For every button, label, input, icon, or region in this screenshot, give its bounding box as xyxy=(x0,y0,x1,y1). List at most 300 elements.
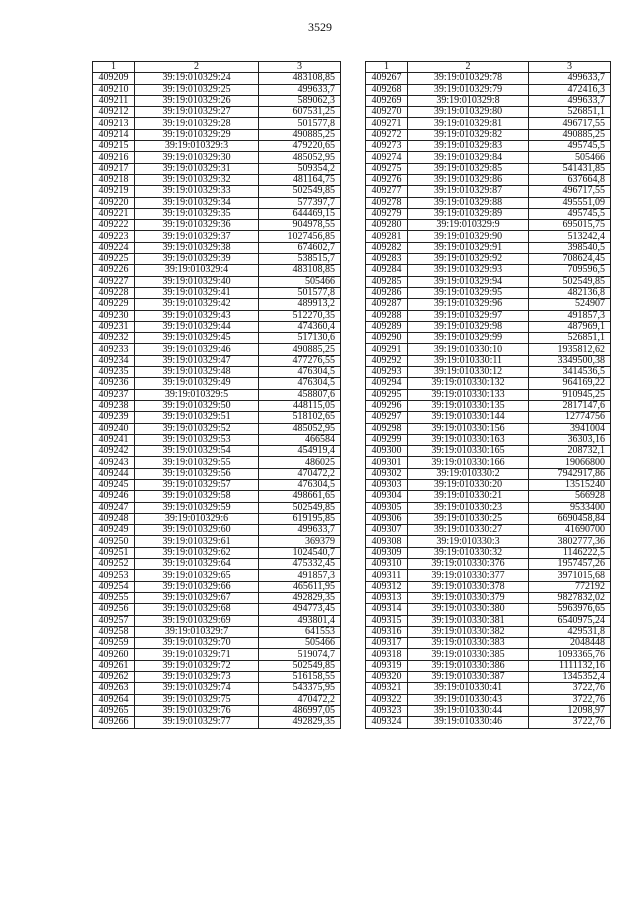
row-number-cell: 409299 xyxy=(366,434,408,445)
cadastral-number-cell: 39:19:010329:72 xyxy=(135,660,259,671)
value-cell: 483108,85 xyxy=(259,265,341,276)
table-row xyxy=(93,423,341,434)
value-cell: 538515,7 xyxy=(259,254,341,265)
cadastral-number-cell: 39:19:010330:376 xyxy=(408,559,529,570)
table-row xyxy=(93,310,341,321)
value-cell: 483108,85 xyxy=(259,73,341,84)
table-row xyxy=(366,626,611,637)
value-cell: 470472,2 xyxy=(259,694,341,705)
cadastral-number-cell: 39:19:010330:27 xyxy=(408,525,529,536)
table-row xyxy=(93,649,341,660)
table-header-row xyxy=(93,62,341,73)
row-number-cell: 409318 xyxy=(366,649,408,660)
row-number-cell: 409224 xyxy=(93,242,135,253)
table-row xyxy=(366,367,611,378)
row-number-cell: 409231 xyxy=(93,321,135,332)
value-cell: 487969,1 xyxy=(529,321,611,332)
table-row xyxy=(366,276,611,287)
value-cell: 36303,16 xyxy=(529,434,611,445)
value-cell: 496717,55 xyxy=(529,118,611,129)
value-cell: 1345352,4 xyxy=(529,672,611,683)
cadastral-number-cell: 39:19:010329:80 xyxy=(408,107,529,118)
table-row xyxy=(366,287,611,298)
row-number-cell: 409274 xyxy=(366,152,408,163)
cadastral-number-cell: 39:19:010329:69 xyxy=(135,615,259,626)
cadastral-number-cell: 39:19:010330:166 xyxy=(408,457,529,468)
cadastral-number-cell: 39:19:010329:96 xyxy=(408,299,529,310)
row-number-cell: 409252 xyxy=(93,559,135,570)
table-row xyxy=(366,683,611,694)
value-cell: 6690458,84 xyxy=(529,513,611,524)
value-cell: 492829,35 xyxy=(259,717,341,728)
cadastral-number-cell: 39:19:010329:26 xyxy=(135,95,259,106)
cadastral-number-cell: 39:19:010329:66 xyxy=(135,581,259,592)
cadastral-number-cell: 39:19:010330:43 xyxy=(408,694,529,705)
table-row xyxy=(366,604,611,615)
table-row xyxy=(93,513,341,524)
value-cell: 502549,85 xyxy=(259,660,341,671)
row-number-cell: 409302 xyxy=(366,468,408,479)
table-row xyxy=(93,638,341,649)
row-number-cell: 409271 xyxy=(366,118,408,129)
row-number-cell: 409317 xyxy=(366,638,408,649)
value-cell: 496717,55 xyxy=(529,186,611,197)
row-number-cell: 409245 xyxy=(93,479,135,490)
value-cell: 641553 xyxy=(259,626,341,637)
cadastral-number-cell: 39:19:010330:2 xyxy=(408,468,529,479)
value-cell: 1093365,76 xyxy=(529,649,611,660)
cadastral-number-cell: 39:19:010329:55 xyxy=(135,457,259,468)
table-row xyxy=(93,163,341,174)
row-number-cell: 409235 xyxy=(93,367,135,378)
value-cell: 475332,45 xyxy=(259,559,341,570)
cadastral-number-cell: 39:19:010329:51 xyxy=(135,412,259,423)
cadastral-number-cell: 39:19:010329:29 xyxy=(135,129,259,140)
table-row xyxy=(366,231,611,242)
table-row xyxy=(93,129,341,140)
value-cell: 495745,5 xyxy=(529,208,611,219)
table-row xyxy=(366,197,611,208)
row-number-cell: 409324 xyxy=(366,717,408,728)
value-cell: 513242,4 xyxy=(529,231,611,242)
value-cell: 495551,09 xyxy=(529,197,611,208)
table-row xyxy=(366,95,611,106)
table-row xyxy=(366,592,611,603)
table-row xyxy=(93,683,341,694)
table-row xyxy=(93,276,341,287)
table-row xyxy=(93,547,341,558)
table-row xyxy=(93,107,341,118)
value-cell: 3802777,36 xyxy=(529,536,611,547)
value-cell: 481164,75 xyxy=(259,174,341,185)
cadastral-number-cell: 39:19:010330:379 xyxy=(408,592,529,603)
value-cell: 3414536,5 xyxy=(529,367,611,378)
value-cell: 526851,1 xyxy=(529,107,611,118)
table-row xyxy=(93,479,341,490)
row-number-cell: 409237 xyxy=(93,389,135,400)
row-number-cell: 409309 xyxy=(366,547,408,558)
cadastral-number-cell: 39:19:010329:42 xyxy=(135,299,259,310)
table-row xyxy=(366,423,611,434)
cadastral-number-cell: 39:19:010329:38 xyxy=(135,242,259,253)
value-cell: 3722,76 xyxy=(529,683,611,694)
value-cell: 492829,35 xyxy=(259,592,341,603)
value-cell: 477276,55 xyxy=(259,355,341,366)
row-number-cell: 409269 xyxy=(366,95,408,106)
row-number-cell: 409232 xyxy=(93,333,135,344)
cadastral-number-cell: 39:19:010330:23 xyxy=(408,502,529,513)
table-row xyxy=(93,468,341,479)
value-cell: 458807,6 xyxy=(259,389,341,400)
row-number-cell: 409246 xyxy=(93,491,135,502)
cadastral-number-cell: 39:19:010329:76 xyxy=(135,705,259,716)
row-number-cell: 409295 xyxy=(366,389,408,400)
value-cell: 1957457,26 xyxy=(529,559,611,570)
value-cell: 490885,25 xyxy=(259,129,341,140)
row-number-cell: 409209 xyxy=(93,73,135,84)
row-number-cell: 409233 xyxy=(93,344,135,355)
cadastral-number-cell: 39:19:010329:94 xyxy=(408,276,529,287)
cadastral-number-cell: 39:19:010329:8 xyxy=(408,95,529,106)
row-number-cell: 409270 xyxy=(366,107,408,118)
row-number-cell: 409306 xyxy=(366,513,408,524)
column-header-number: 1 xyxy=(366,62,408,73)
table-row xyxy=(366,694,611,705)
value-cell: 482136,8 xyxy=(529,287,611,298)
row-number-cell: 409276 xyxy=(366,174,408,185)
value-cell: 501577,8 xyxy=(259,287,341,298)
cadastral-number-cell: 39:19:010330:380 xyxy=(408,604,529,615)
cadastral-number-cell: 39:19:010330:132 xyxy=(408,378,529,389)
data-table-left xyxy=(92,61,341,729)
value-cell: 479220,65 xyxy=(259,141,341,152)
cadastral-number-cell: 39:19:010330:381 xyxy=(408,615,529,626)
value-cell: 3722,76 xyxy=(529,717,611,728)
cadastral-number-cell: 39:19:010329:78 xyxy=(408,73,529,84)
value-cell: 1146222,5 xyxy=(529,547,611,558)
data-table-right xyxy=(365,61,611,729)
cadastral-number-cell: 39:19:010329:91 xyxy=(408,242,529,253)
row-number-cell: 409282 xyxy=(366,242,408,253)
cadastral-number-cell: 39:19:010330:20 xyxy=(408,479,529,490)
table-row xyxy=(93,186,341,197)
value-cell: 470472,2 xyxy=(259,468,341,479)
table-row xyxy=(93,242,341,253)
row-number-cell: 409298 xyxy=(366,423,408,434)
value-cell: 505466 xyxy=(259,638,341,649)
row-number-cell: 409236 xyxy=(93,378,135,389)
table-row xyxy=(366,321,611,332)
value-cell: 12774756 xyxy=(529,412,611,423)
row-number-cell: 409267 xyxy=(366,73,408,84)
value-cell: 485052,95 xyxy=(259,423,341,434)
table-row xyxy=(93,265,341,276)
value-cell: 509354,2 xyxy=(259,163,341,174)
column-header-value: 3 xyxy=(259,62,341,73)
row-number-cell: 409310 xyxy=(366,559,408,570)
cadastral-number-cell: 39:19:010329:32 xyxy=(135,174,259,185)
cadastral-number-cell: 39:19:010330:163 xyxy=(408,434,529,445)
row-number-cell: 409313 xyxy=(366,592,408,603)
cadastral-number-cell: 39:19:010329:86 xyxy=(408,174,529,185)
value-cell: 607531,25 xyxy=(259,107,341,118)
table-row xyxy=(93,615,341,626)
row-number-cell: 409308 xyxy=(366,536,408,547)
value-cell: 490885,25 xyxy=(259,344,341,355)
table-row xyxy=(366,152,611,163)
table-row xyxy=(93,570,341,581)
value-cell: 12098,97 xyxy=(529,705,611,716)
table-row xyxy=(93,434,341,445)
value-cell: 476304,5 xyxy=(259,378,341,389)
row-number-cell: 409265 xyxy=(93,705,135,716)
page-number: 3529 xyxy=(308,20,332,34)
value-cell: 429531,8 xyxy=(529,626,611,637)
row-number-cell: 409316 xyxy=(366,626,408,637)
table-row xyxy=(93,254,341,265)
value-cell: 505466 xyxy=(259,276,341,287)
table-row xyxy=(366,672,611,683)
table-row xyxy=(93,208,341,219)
cadastral-number-cell: 39:19:010329:33 xyxy=(135,186,259,197)
cadastral-number-cell: 39:19:010330:385 xyxy=(408,649,529,660)
cadastral-number-cell: 39:19:010329:82 xyxy=(408,129,529,140)
cadastral-number-cell: 39:19:010329:98 xyxy=(408,321,529,332)
table-row xyxy=(93,367,341,378)
table-row xyxy=(366,536,611,547)
cadastral-number-cell: 39:19:010329:77 xyxy=(135,717,259,728)
table-row xyxy=(366,220,611,231)
row-number-cell: 409287 xyxy=(366,299,408,310)
value-cell: 495745,5 xyxy=(529,141,611,152)
table-row xyxy=(93,84,341,95)
table-row xyxy=(93,299,341,310)
value-cell: 2817147,6 xyxy=(529,400,611,411)
table-row xyxy=(93,174,341,185)
row-number-cell: 409291 xyxy=(366,344,408,355)
value-cell: 41690700 xyxy=(529,525,611,536)
row-number-cell: 409275 xyxy=(366,163,408,174)
value-cell: 518102,65 xyxy=(259,412,341,423)
table-row xyxy=(366,378,611,389)
row-number-cell: 409220 xyxy=(93,197,135,208)
value-cell: 619195,85 xyxy=(259,513,341,524)
value-cell: 2048448 xyxy=(529,638,611,649)
table-row xyxy=(93,400,341,411)
value-cell: 454919,4 xyxy=(259,446,341,457)
row-number-cell: 409251 xyxy=(93,547,135,558)
cadastral-number-cell: 39:19:010330:377 xyxy=(408,570,529,581)
value-cell: 472416,3 xyxy=(529,84,611,95)
cadastral-number-cell: 39:19:010330:165 xyxy=(408,446,529,457)
table-row xyxy=(366,118,611,129)
table-row xyxy=(366,615,611,626)
cadastral-number-cell: 39:19:010329:35 xyxy=(135,208,259,219)
cadastral-number-cell: 39:19:010329:93 xyxy=(408,265,529,276)
cadastral-number-cell: 39:19:010329:71 xyxy=(135,649,259,660)
value-cell: 1024540,7 xyxy=(259,547,341,558)
cadastral-number-cell: 39:19:010330:25 xyxy=(408,513,529,524)
table-row xyxy=(366,525,611,536)
cadastral-number-cell: 39:19:010330:133 xyxy=(408,389,529,400)
cadastral-number-cell: 39:19:010329:57 xyxy=(135,479,259,490)
cadastral-number-cell: 39:19:010329:83 xyxy=(408,141,529,152)
table-row xyxy=(366,491,611,502)
table-row xyxy=(366,649,611,660)
table-row xyxy=(366,355,611,366)
table-row xyxy=(366,299,611,310)
row-number-cell: 409283 xyxy=(366,254,408,265)
row-number-cell: 409223 xyxy=(93,231,135,242)
table-row xyxy=(366,174,611,185)
row-number-cell: 409226 xyxy=(93,265,135,276)
row-number-cell: 409304 xyxy=(366,491,408,502)
row-number-cell: 409258 xyxy=(93,626,135,637)
cadastral-number-cell: 39:19:010329:24 xyxy=(135,73,259,84)
value-cell: 1111132,16 xyxy=(529,660,611,671)
cadastral-number-cell: 39:19:010329:87 xyxy=(408,186,529,197)
row-number-cell: 409280 xyxy=(366,220,408,231)
cadastral-number-cell: 39:19:010329:88 xyxy=(408,197,529,208)
cadastral-number-cell: 39:19:010329:40 xyxy=(135,276,259,287)
cadastral-number-cell: 39:19:010329:6 xyxy=(135,513,259,524)
value-cell: 3349500,38 xyxy=(529,355,611,366)
table-row xyxy=(93,694,341,705)
row-number-cell: 409261 xyxy=(93,660,135,671)
row-number-cell: 409211 xyxy=(93,95,135,106)
value-cell: 541431,85 xyxy=(529,163,611,174)
row-number-cell: 409300 xyxy=(366,446,408,457)
row-number-cell: 409247 xyxy=(93,502,135,513)
row-number-cell: 409288 xyxy=(366,310,408,321)
cadastral-number-cell: 39:19:010329:89 xyxy=(408,208,529,219)
row-number-cell: 409273 xyxy=(366,141,408,152)
column-header-number: 1 xyxy=(93,62,135,73)
cadastral-number-cell: 39:19:010330:383 xyxy=(408,638,529,649)
row-number-cell: 409264 xyxy=(93,694,135,705)
row-number-cell: 409311 xyxy=(366,570,408,581)
table-row xyxy=(366,581,611,592)
cadastral-number-cell: 39:19:010329:67 xyxy=(135,592,259,603)
row-number-cell: 409320 xyxy=(366,672,408,683)
value-cell: 13515240 xyxy=(529,479,611,490)
column-header-value: 3 xyxy=(529,62,611,73)
value-cell: 466584 xyxy=(259,434,341,445)
row-number-cell: 409218 xyxy=(93,174,135,185)
table-row xyxy=(93,73,341,84)
table-row xyxy=(366,468,611,479)
value-cell: 494773,45 xyxy=(259,604,341,615)
cadastral-number-cell: 39:19:010329:97 xyxy=(408,310,529,321)
row-number-cell: 409221 xyxy=(93,208,135,219)
row-number-cell: 409238 xyxy=(93,400,135,411)
cadastral-number-cell: 39:19:010329:47 xyxy=(135,355,259,366)
row-number-cell: 409225 xyxy=(93,254,135,265)
row-number-cell: 409263 xyxy=(93,683,135,694)
table-row xyxy=(366,434,611,445)
row-number-cell: 409216 xyxy=(93,152,135,163)
row-number-cell: 409248 xyxy=(93,513,135,524)
cadastral-number-cell: 39:19:010329:61 xyxy=(135,536,259,547)
value-cell: 499633,7 xyxy=(259,525,341,536)
value-cell: 476304,5 xyxy=(259,367,341,378)
row-number-cell: 409214 xyxy=(93,129,135,140)
table-row xyxy=(93,592,341,603)
value-cell: 398540,5 xyxy=(529,242,611,253)
column-header-cadastral-number: 2 xyxy=(408,62,529,73)
value-cell: 502549,85 xyxy=(259,502,341,513)
table-row xyxy=(93,321,341,332)
table-row xyxy=(366,446,611,457)
row-number-cell: 409262 xyxy=(93,672,135,683)
cadastral-number-cell: 39:19:010330:12 xyxy=(408,367,529,378)
cadastral-number-cell: 39:19:010329:65 xyxy=(135,570,259,581)
table-row xyxy=(93,536,341,547)
row-number-cell: 409284 xyxy=(366,265,408,276)
cadastral-number-cell: 39:19:010329:37 xyxy=(135,231,259,242)
value-cell: 505466 xyxy=(529,152,611,163)
row-number-cell: 409312 xyxy=(366,581,408,592)
value-cell: 577397,7 xyxy=(259,197,341,208)
row-number-cell: 409289 xyxy=(366,321,408,332)
cadastral-number-cell: 39:19:010329:68 xyxy=(135,604,259,615)
cadastral-number-cell: 39:19:010330:378 xyxy=(408,581,529,592)
row-number-cell: 409292 xyxy=(366,355,408,366)
table-row xyxy=(366,73,611,84)
table-row xyxy=(366,163,611,174)
row-number-cell: 409230 xyxy=(93,310,135,321)
value-cell: 474360,4 xyxy=(259,321,341,332)
value-cell: 3941004 xyxy=(529,423,611,434)
table-row xyxy=(366,242,611,253)
value-cell: 5963976,65 xyxy=(529,604,611,615)
row-number-cell: 409319 xyxy=(366,660,408,671)
row-number-cell: 409217 xyxy=(93,163,135,174)
table-row xyxy=(366,310,611,321)
cadastral-number-cell: 39:19:010329:60 xyxy=(135,525,259,536)
table-row xyxy=(93,412,341,423)
table-row xyxy=(366,412,611,423)
cadastral-number-cell: 39:19:010329:59 xyxy=(135,502,259,513)
cadastral-number-cell: 39:19:010330:156 xyxy=(408,423,529,434)
value-cell: 708624,45 xyxy=(529,254,611,265)
cadastral-number-cell: 39:19:010329:41 xyxy=(135,287,259,298)
cadastral-number-cell: 39:19:010329:56 xyxy=(135,468,259,479)
cadastral-number-cell: 39:19:010329:90 xyxy=(408,231,529,242)
cadastral-number-cell: 39:19:010330:46 xyxy=(408,717,529,728)
value-cell: 498661,65 xyxy=(259,491,341,502)
value-cell: 19066800 xyxy=(529,457,611,468)
table-row xyxy=(366,344,611,355)
table-row xyxy=(93,141,341,152)
row-number-cell: 409215 xyxy=(93,141,135,152)
cadastral-number-cell: 39:19:010330:3 xyxy=(408,536,529,547)
row-number-cell: 409281 xyxy=(366,231,408,242)
row-number-cell: 409229 xyxy=(93,299,135,310)
cadastral-number-cell: 39:19:010329:48 xyxy=(135,367,259,378)
row-number-cell: 409241 xyxy=(93,434,135,445)
table-row xyxy=(93,502,341,513)
cadastral-number-cell: 39:19:010329:5 xyxy=(135,389,259,400)
column-header-cadastral-number: 2 xyxy=(135,62,259,73)
value-cell: 695015,75 xyxy=(529,220,611,231)
cadastral-number-cell: 39:19:010329:39 xyxy=(135,254,259,265)
value-cell: 512270,35 xyxy=(259,310,341,321)
value-cell: 517130,6 xyxy=(259,333,341,344)
value-cell: 493801,4 xyxy=(259,615,341,626)
row-number-cell: 409290 xyxy=(366,333,408,344)
table-row xyxy=(93,333,341,344)
